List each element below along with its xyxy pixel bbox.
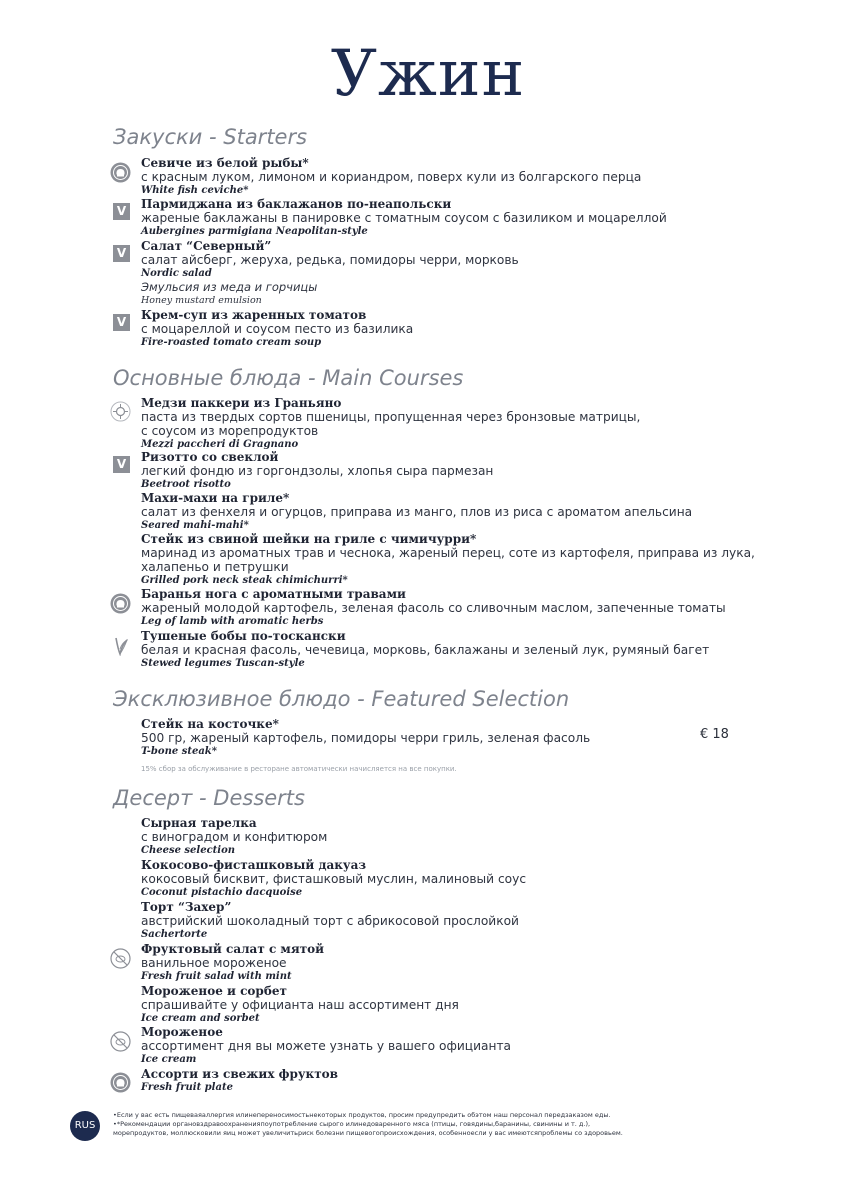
dish-description: с моцареллой и соусом песто из базилика (141, 322, 414, 336)
dish-description: жареный молодой картофель, зеленая фасоль со сливочным маслом, запеченные томаты (141, 601, 726, 615)
dish-name: Сырная тарелка (141, 816, 257, 830)
dish-name: Салат “Северный” (141, 239, 272, 253)
dish-name: Мороженое (141, 1025, 223, 1039)
dish-english-name: Fire-roasted tomato cream soup (141, 337, 322, 348)
dish-english-name: Sachertorte (141, 929, 208, 940)
dish-name: Мороженое и сорбет (141, 984, 287, 998)
vegan-leaf-icon (110, 635, 131, 656)
language-badge: RUS (70, 1111, 100, 1141)
dish-sub-english: Honey mustard emulsion (141, 295, 262, 306)
menu-item (141, 240, 751, 307)
dish-name: Пармиджана из баклажанов по-неапольски (141, 197, 452, 211)
dish-description: жареные баклажаны в панировке с томатным соусом с базиликом и моцареллой (141, 211, 667, 225)
chef-hat-icon (110, 1072, 131, 1093)
allergen-icon (110, 1031, 131, 1052)
menu-item (141, 901, 751, 941)
menu-item (141, 309, 751, 349)
menu-item (141, 532, 755, 587)
menu-item (141, 198, 751, 238)
menu-item (141, 157, 751, 197)
menu-item (141, 492, 751, 532)
menu-item (141, 985, 751, 1025)
dish-english-name: Mezzi paccheri di Gragnano (141, 439, 299, 450)
dish-description: с красным луком, лимоном и кориандром, поверх кули из болгарского перца (141, 170, 642, 184)
dish-name: Стейк на косточке* (141, 717, 279, 731)
vegetarian-v-icon: V (113, 314, 130, 331)
menu-item (141, 718, 751, 758)
dish-english-name: Nordic salad (141, 268, 212, 279)
dish-english-name: Beetroot risotto (141, 479, 231, 490)
dish-name: Медзи паккери из Граньяно (141, 396, 342, 410)
dish-english-name: Ice cream (141, 1054, 197, 1065)
dish-description: кокосовый бисквит, фисташковый муслин, малиновый соус (141, 872, 527, 886)
dish-english-name: Ice cream and sorbet (141, 1013, 260, 1024)
dish-name: Махи-махи на гриле* (141, 491, 290, 505)
dish-description: с виноградом и конфитюром (141, 830, 328, 844)
menu-item (141, 630, 751, 670)
dish-description: салат из фенхеля и огурцов, приправа из манго, плов из риса с ароматом апельсина (141, 505, 693, 519)
dish-english-name: Leg of lamb with aromatic herbs (141, 616, 324, 627)
dish-description: ванильное мороженое (141, 956, 287, 970)
dish-english-name: Coconut pistachio dacquoise (141, 887, 303, 898)
menu-item (141, 451, 751, 491)
dish-description: спрашивайте у официанта наш ассортимент дня (141, 998, 459, 1012)
footer-line: морепродуктов, моллюсковили яиц может увеличитьриск болезни пищевогопроисхождения, особенноесли у вас имеютсяпроблемы со здоровьем. (113, 1129, 623, 1137)
footer-line: •*Рекомендации органовздравоохраненияпоупотребление сырого илинедоваренного мяса (птицы, говядины,баранины, свинины и т. д.), (113, 1120, 591, 1128)
menu-item (141, 1068, 751, 1094)
menu-item (141, 859, 751, 899)
dish-name: Тушеные бобы по-тоскански (141, 629, 346, 643)
dish-name: Ризотто со свеклой (141, 450, 279, 464)
dish-english-name: Grilled pork neck steak chimichurri* (141, 575, 348, 586)
chef-hat-icon (110, 162, 131, 183)
dish-description-cont: с соусом из морепродуктов (141, 424, 319, 438)
vegetarian-v-icon: V (113, 245, 130, 262)
menu-item (141, 397, 751, 451)
dish-sub-description: Эмульсия из меда и горчицы (141, 280, 318, 294)
footer-disclaimer (113, 1111, 743, 1138)
dish-description: белая и красная фасоль, чечевица, морковь, баклажаны и зеленый лук, румяный багет (141, 643, 710, 657)
dish-english-name: T-bone steak* (141, 746, 217, 757)
dish-description: 500 гр, жареный картофель, помидоры черри гриль, зеленая фасоль (141, 731, 591, 745)
menu-item (141, 588, 751, 628)
dish-description-cont: халапеньо и петрушки (141, 560, 289, 574)
dish-english-name: Seared mahi-mahi* (141, 520, 249, 531)
featured-price: € 18 (700, 727, 729, 742)
dish-english-name: Fresh fruit salad with mint (141, 971, 292, 982)
menu-item (141, 943, 751, 983)
menu-item (141, 817, 751, 857)
dish-name: Стейк из свиной шейки на гриле с чимичурри* (141, 532, 477, 546)
section-main-courses: Основные блюда - Main Courses (113, 366, 464, 390)
vegetarian-v-icon: V (113, 203, 130, 220)
dish-description: ассортимент дня вы можете узнать у вашего официанта (141, 1039, 512, 1053)
section-starters: Закуски - Starters (113, 125, 308, 149)
dish-description: паста из твердых сортов пшеницы, пропущенная через бронзовые матрицы, (141, 410, 641, 424)
dish-name: Кокосово-фисташковый дакуаз (141, 858, 367, 872)
footer-line: •Если у вас есть пищеваяаллергия илинепереносимостьнекоторых продуктов, просим предупредить обэтом наш персонал передзаказом еды. (113, 1111, 611, 1119)
dish-description: салат айсберг, жеруха, редька, помидоры черри, морковь (141, 253, 519, 267)
dish-name: Ассорти из свежих фруктов (141, 1067, 338, 1081)
seafood-icon (110, 401, 131, 422)
dish-description: маринад из ароматных трав и чеснока, жареный перец, соте из картофеля, приправа из лука, (141, 546, 755, 560)
dish-english-name: White fish ceviche* (141, 185, 249, 196)
service-charge-note: 15% сбор за обслуживание в ресторане автоматически начисляется на все покупки. (141, 765, 457, 773)
dish-english-name: Aubergines parmigiana Neapolitan-style (141, 226, 368, 237)
menu-item (141, 1026, 751, 1066)
dish-name: Фруктовый салат с мятой (141, 942, 325, 956)
dish-description: австрийский шоколадный торт с абрикосовой прослойкой (141, 914, 519, 928)
dish-english-name: Stewed legumes Tuscan-style (141, 658, 305, 669)
dish-name: Крем-суп из жаренных томатов (141, 308, 367, 322)
page-title: Ужин (330, 37, 526, 111)
section-featured: Эксклюзивное блюдо - Featured Selection (113, 687, 570, 711)
dish-english-name: Cheese selection (141, 845, 236, 856)
allergen-icon (110, 948, 131, 969)
section-desserts: Десерт - Desserts (113, 786, 305, 810)
chef-hat-icon (110, 593, 131, 614)
dish-name: Севиче из белой рыбы* (141, 156, 309, 170)
dish-name: Торт “Захер” (141, 900, 232, 914)
vegetarian-v-icon: V (113, 456, 130, 473)
dish-english-name: Fresh fruit plate (141, 1082, 233, 1093)
dish-name: Баранья нога с ароматными травами (141, 587, 406, 601)
dish-description: легкий фондю из горгондзолы, хлопья сыра пармезан (141, 464, 494, 478)
